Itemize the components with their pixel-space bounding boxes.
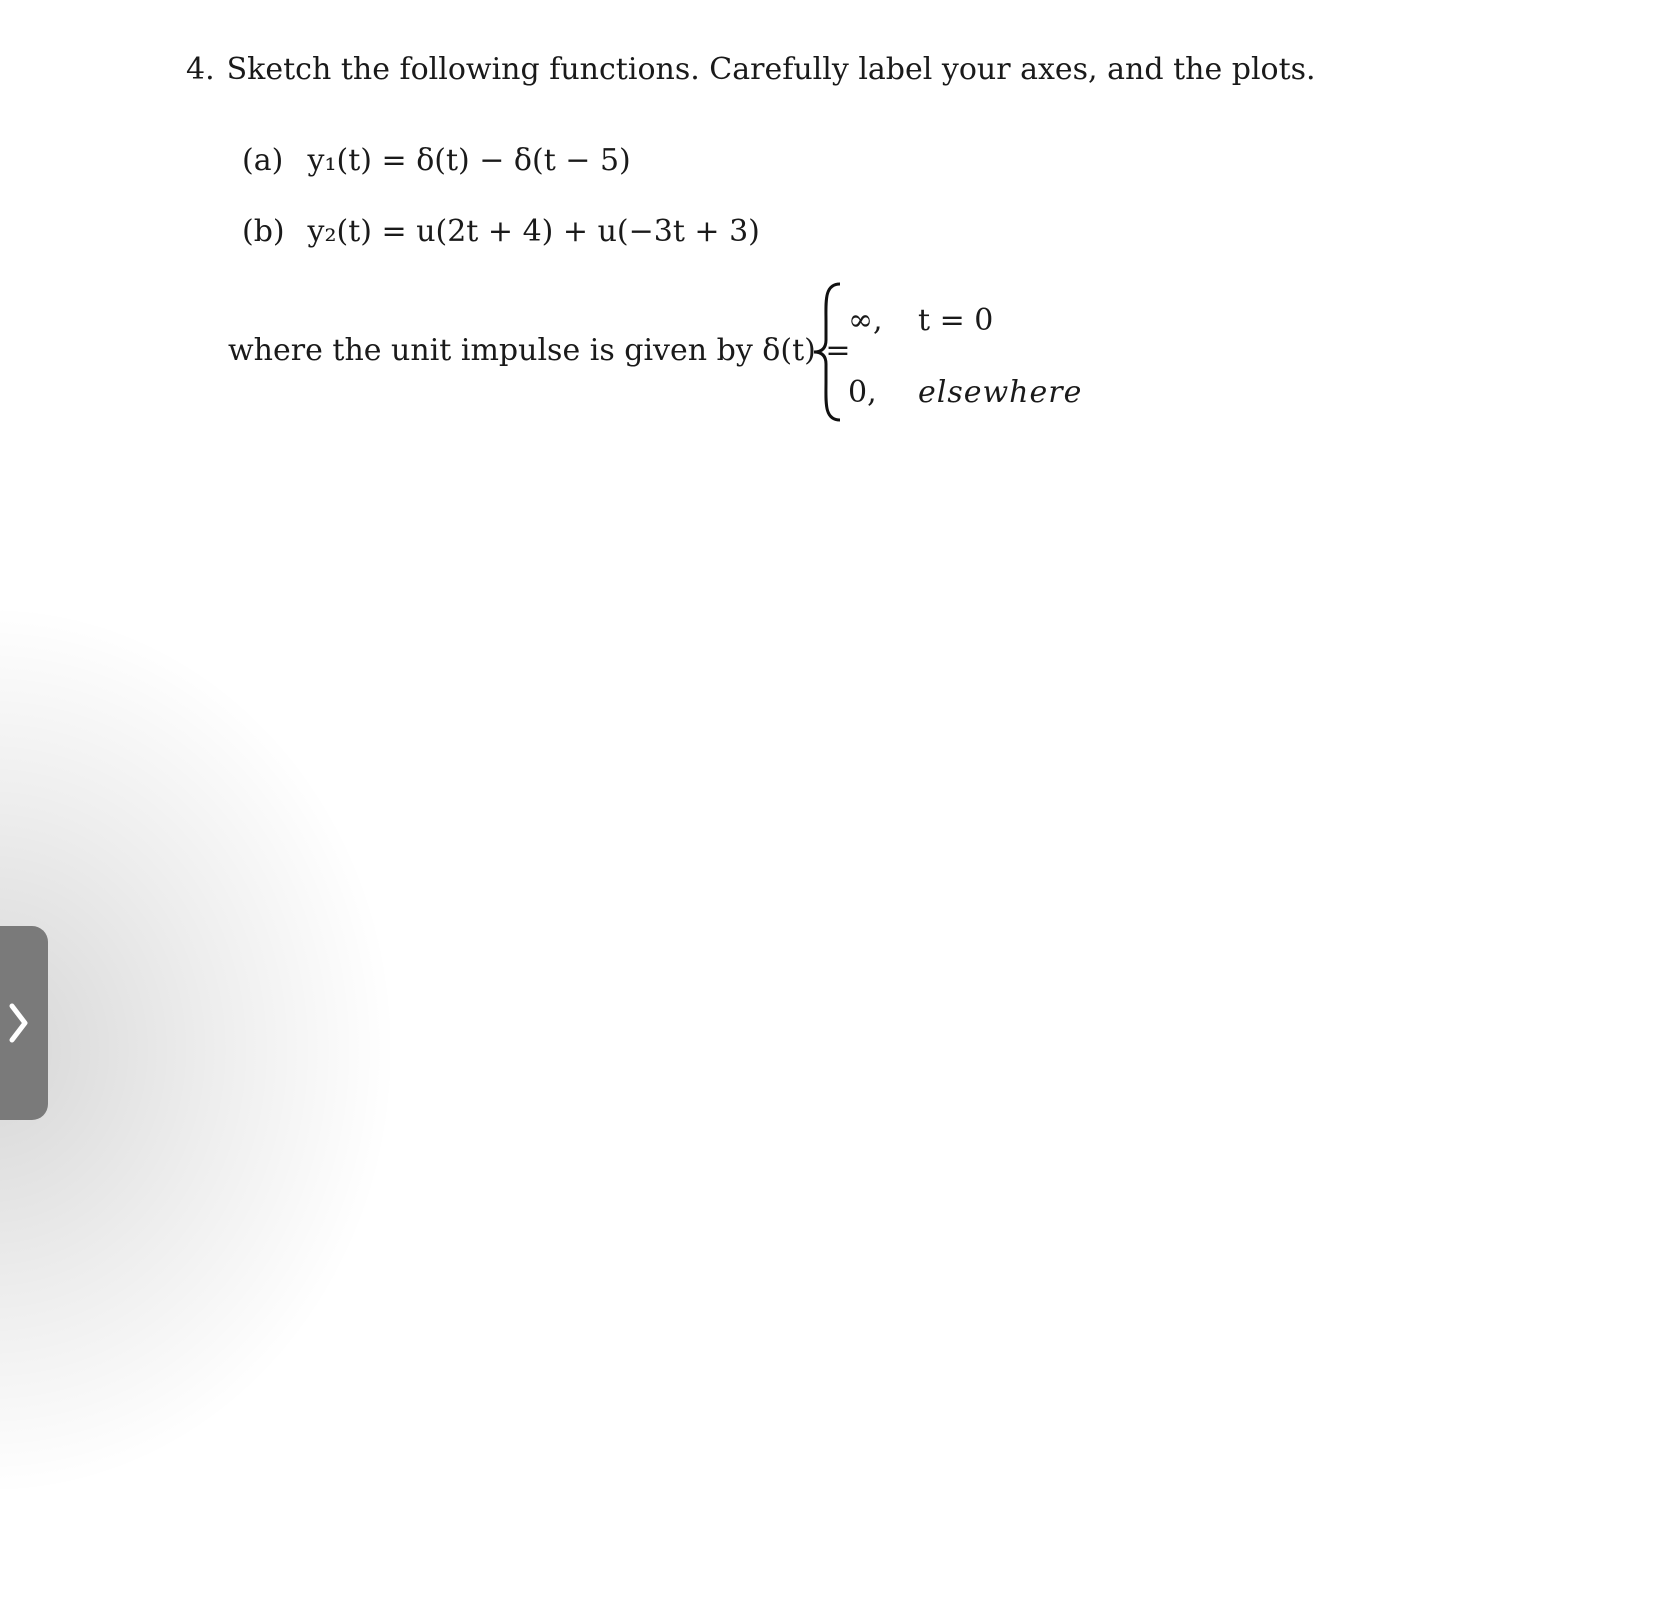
part-b-label: (b) [242,214,285,249]
part-a-equation: y₁(t) = δ(t) − δ(t − 5) [307,143,631,178]
part-a-label: (a) [242,143,284,178]
problem-instruction: Sketch the following functions. Carefully label your axes, and the plots. [226,52,1316,87]
side-shadow [0,600,400,1500]
chevron-right-icon [8,1002,30,1044]
problem-statement [186,52,1316,87]
case-2-value: 0, [848,375,877,410]
part-b-equation: y₂(t) = u(2t + 4) + u(−3t + 3) [307,214,760,249]
definition-lead: where the unit impulse is given by δ(t) = [228,333,851,368]
part-b [242,214,760,249]
case-1-value: ∞, [848,303,883,338]
part-a [242,143,631,178]
sidebar-toggle-button[interactable] [0,926,48,1120]
case-2-condition: elsewhere [918,375,1083,410]
cases-brace [812,282,844,422]
case-1-condition: t = 0 [918,303,994,338]
problem-number: 4. [186,52,215,87]
